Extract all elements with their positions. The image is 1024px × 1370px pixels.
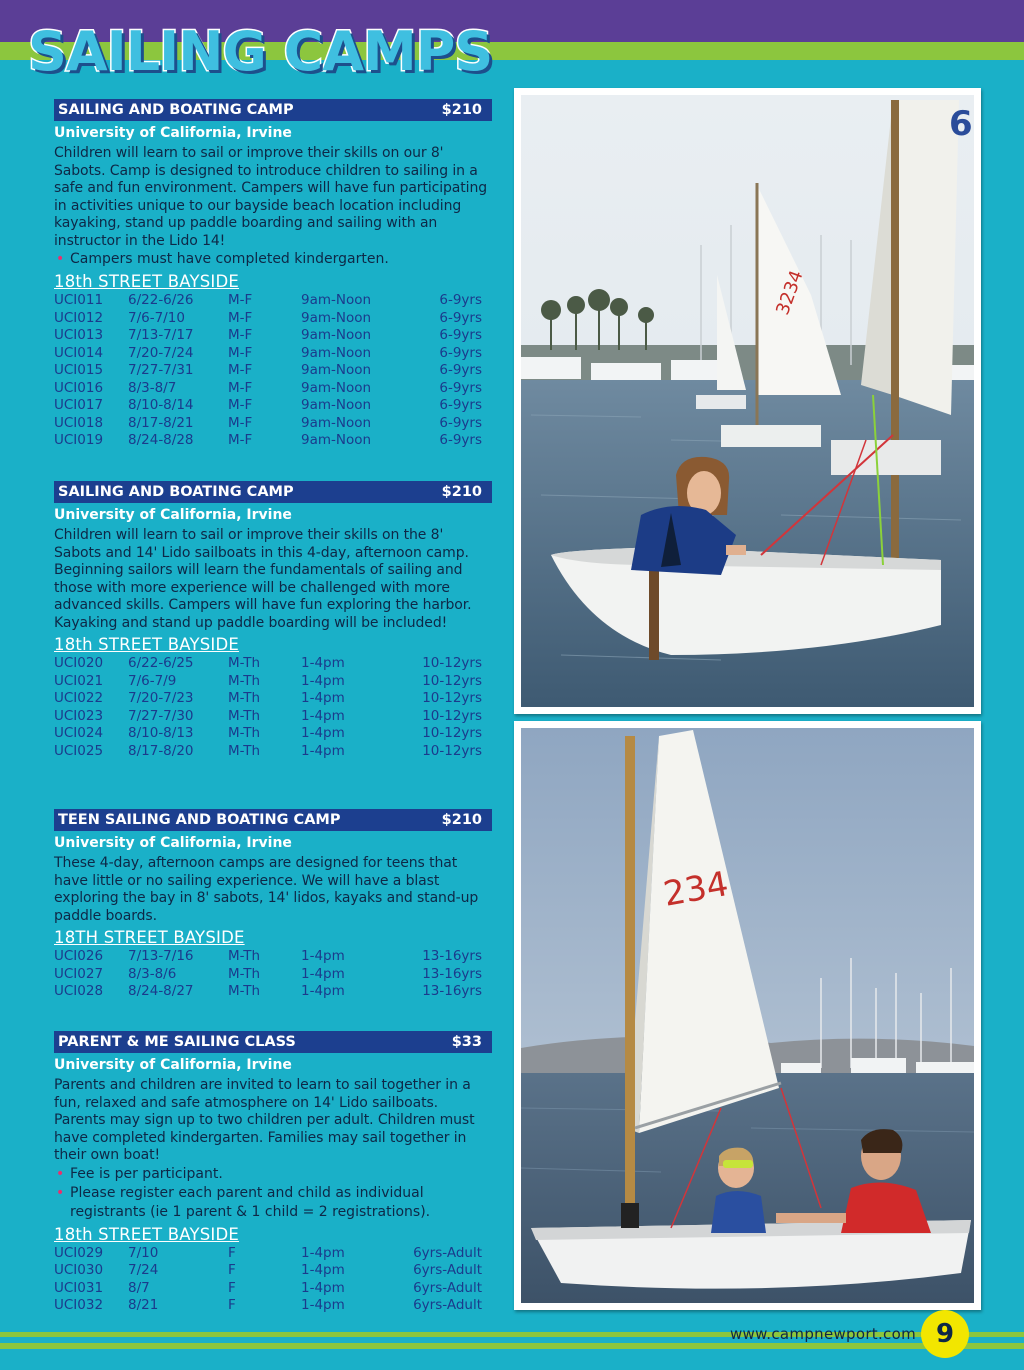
session-time: 1-4pm <box>301 1279 345 1296</box>
session-dates: 8/3-8/7 <box>128 379 177 396</box>
camp-venue: University of California, Irvine <box>54 125 292 141</box>
session-ages: 6-9yrs <box>439 292 482 308</box>
session-days: M-Th <box>228 690 261 706</box>
session-ages: 6-9yrs <box>439 432 482 448</box>
session-code: UCI031 <box>54 1279 104 1296</box>
session-code: UCI028 <box>54 983 104 999</box>
session-dates: 8/10-8/14 <box>128 397 194 413</box>
session-time: 1-4pm <box>301 965 345 982</box>
session-ages: 13-16yrs <box>422 983 482 999</box>
camp-price: $210 <box>441 484 482 500</box>
session-dates: 8/17-8/21 <box>128 414 194 431</box>
session-time: 9am-Noon <box>301 309 372 326</box>
session-row <box>54 690 492 708</box>
session-days: M-F <box>228 344 253 361</box>
camp-section-sailing-boating-morning <box>54 99 492 450</box>
camp-venue: University of California, Irvine <box>54 835 292 851</box>
session-time: 1-4pm <box>301 948 345 964</box>
session-ages: 6yrs-Adult <box>413 1297 482 1313</box>
session-dates: 7/27-7/31 <box>128 362 194 378</box>
session-row <box>54 1280 492 1298</box>
session-row <box>54 397 492 415</box>
session-code: UCI013 <box>54 327 104 343</box>
session-time: 1-4pm <box>301 707 345 724</box>
session-code: UCI029 <box>54 1244 104 1261</box>
session-table <box>54 655 492 760</box>
camp-section-sailing-boating-afternoon <box>54 481 492 760</box>
session-days: M-Th <box>228 965 261 982</box>
session-row <box>54 725 492 743</box>
session-row <box>54 983 492 1001</box>
session-time: 9am-Noon <box>301 397 372 413</box>
session-code: UCI026 <box>54 948 104 964</box>
session-days: F <box>228 1279 236 1296</box>
session-dates: 7/13-7/16 <box>128 948 194 964</box>
session-row <box>54 673 492 691</box>
session-code: UCI018 <box>54 414 104 431</box>
photo-girl-sailing-sabot <box>514 88 981 714</box>
session-dates: 7/20-7/23 <box>128 690 194 706</box>
session-row <box>54 345 492 363</box>
camp-venue: University of California, Irvine <box>54 507 292 523</box>
camp-title-bar <box>54 481 492 503</box>
session-time: 9am-Noon <box>301 414 372 431</box>
session-code: UCI011 <box>54 292 104 308</box>
session-time: 1-4pm <box>301 742 345 759</box>
sail-number-background: 3234 <box>772 267 808 318</box>
session-ages: 10-12yrs <box>422 655 482 671</box>
session-time: 1-4pm <box>301 672 345 689</box>
camp-location-link[interactable]: 18th STREET BAYSIDE <box>54 272 240 291</box>
session-dates: 7/6-7/10 <box>128 309 185 326</box>
session-ages: 6-9yrs <box>439 362 482 378</box>
session-row <box>54 327 492 345</box>
session-days: M-Th <box>228 948 261 964</box>
camp-title-bar <box>54 809 492 831</box>
page-title: SAILING CAMPS <box>28 20 493 83</box>
session-code: UCI014 <box>54 344 104 361</box>
photo-kids-sailing-illustration <box>521 728 974 1303</box>
session-days: F <box>228 1244 236 1261</box>
session-code: UCI027 <box>54 965 104 982</box>
session-row <box>54 743 492 761</box>
session-ages: 6-9yrs <box>439 309 482 326</box>
session-dates: 7/6-7/9 <box>128 672 177 689</box>
session-days: M-Th <box>228 707 261 724</box>
camp-price: $210 <box>441 102 482 118</box>
session-row <box>54 948 492 966</box>
session-ages: 6-9yrs <box>439 379 482 396</box>
session-time: 9am-Noon <box>301 432 372 448</box>
session-code: UCI019 <box>54 432 104 448</box>
camp-location-link[interactable]: 18th STREET BAYSIDE <box>54 1224 240 1244</box>
session-time: 9am-Noon <box>301 362 372 378</box>
camp-name: SAILING AND BOATING CAMP <box>58 484 294 500</box>
camp-description: Children will learn to sail or improve their skills on the 8' Sabots and 14' Lido sailboats in this 4-day, afternoon camp. Beginning sailors will learn the fundamentals of sailing and those with more experience will be challenged with more advanced skills. Campers will have fun exploring the harbor. Kayaking and stand up paddle boarding will be included! <box>54 527 472 631</box>
session-days: M-F <box>228 414 253 431</box>
session-row <box>54 380 492 398</box>
session-time: 1-4pm <box>301 1297 345 1313</box>
session-code: UCI012 <box>54 309 104 326</box>
session-row <box>54 362 492 380</box>
session-code: UCI025 <box>54 742 104 759</box>
camp-name: SAILING AND BOATING CAMP <box>58 102 294 118</box>
footer-website-link[interactable]: www.campnewport.com <box>729 1325 916 1343</box>
session-days: M-Th <box>228 725 261 741</box>
session-time: 1-4pm <box>301 983 345 999</box>
session-ages: 6yrs-Adult <box>413 1279 482 1296</box>
session-time: 1-4pm <box>301 690 345 706</box>
session-dates: 7/13-7/17 <box>128 327 194 343</box>
session-days: M-Th <box>228 983 261 999</box>
camp-title-bar <box>54 1031 492 1053</box>
session-table <box>54 1245 492 1315</box>
session-code: UCI030 <box>54 1262 104 1278</box>
session-code: UCI020 <box>54 655 104 671</box>
camp-section-parent-and-me <box>54 1031 492 1315</box>
session-code: UCI023 <box>54 707 104 724</box>
camp-note: • Campers must have completed kindergarten. <box>54 250 492 269</box>
session-ages: 10-12yrs <box>422 707 482 724</box>
session-row <box>54 1297 492 1315</box>
session-dates: 8/17-8/20 <box>128 742 194 759</box>
session-ages: 6-9yrs <box>439 327 482 343</box>
camp-description: These 4-day, afternoon camps are designed for teens that have little or no sailing experience. We will have a blast exploring the bay in 8' sabots, 14' lidos, kayaks and stand-up paddle boards. <box>54 855 479 924</box>
session-code: UCI022 <box>54 690 104 706</box>
session-row <box>54 1245 492 1263</box>
session-ages: 10-12yrs <box>422 690 482 706</box>
session-days: M-Th <box>228 742 261 759</box>
session-dates: 8/10-8/13 <box>128 725 194 741</box>
session-ages: 6yrs-Adult <box>413 1244 482 1261</box>
session-code: UCI016 <box>54 379 104 396</box>
session-row <box>54 966 492 984</box>
session-row <box>54 292 492 310</box>
session-ages: 10-12yrs <box>422 742 482 759</box>
session-days: M-F <box>228 432 253 448</box>
camp-name: TEEN SAILING AND BOATING CAMP <box>58 812 341 828</box>
session-row <box>54 655 492 673</box>
photo-kids-sailing-lido <box>514 721 981 1310</box>
photo-girl-sailing-illustration <box>521 95 974 707</box>
camp-note: • Please register each parent and child as individual registrants (ie 1 parent & 1 child = 2 registrations). <box>54 1184 492 1222</box>
session-ages: 10-12yrs <box>422 725 482 741</box>
session-row <box>54 432 492 450</box>
session-code: UCI015 <box>54 362 104 378</box>
camp-title-bar <box>54 99 492 121</box>
camp-location-link[interactable]: 18TH STREET BAYSIDE <box>54 928 245 947</box>
session-time: 1-4pm <box>301 1244 345 1261</box>
session-days: M-F <box>228 327 253 343</box>
session-dates: 6/22-6/25 <box>128 655 194 671</box>
camp-section-teen-sailing <box>54 809 492 1001</box>
camp-price: $33 <box>451 1034 482 1050</box>
session-ages: 6-9yrs <box>439 344 482 361</box>
session-code: UCI017 <box>54 397 104 413</box>
session-dates: 8/24-8/28 <box>128 432 194 448</box>
camp-note: • Fee is per participant. <box>54 1165 492 1184</box>
session-ages: 6-9yrs <box>439 397 482 413</box>
session-ages: 13-16yrs <box>422 948 482 964</box>
session-dates: 7/20-7/24 <box>128 344 194 361</box>
session-time: 9am-Noon <box>301 379 372 396</box>
session-table <box>54 948 492 1001</box>
sail-number-photo2: 234 <box>660 864 732 915</box>
footer-green-line-bottom <box>0 1343 1024 1349</box>
page-number-badge: 9 <box>921 1310 969 1358</box>
session-days: M-F <box>228 292 253 308</box>
camp-description: Children will learn to sail or improve their skills on our 8' Sabots. Camp is designed to introduce children to sailing in a safe and fun environment. Campers will have fun participating in activities unique to our bayside beach location including kayaking, stand up paddle boarding and sailing with an instructor in the Lido 14! <box>54 145 488 249</box>
session-code: UCI021 <box>54 672 104 689</box>
session-ages: 6yrs-Adult <box>413 1262 482 1278</box>
session-ages: 13-16yrs <box>422 965 482 982</box>
session-time: 1-4pm <box>301 655 345 671</box>
session-dates: 7/10 <box>128 1244 159 1261</box>
session-code: UCI024 <box>54 725 104 741</box>
sail-number-foreground: 6 <box>949 104 973 144</box>
session-code: UCI032 <box>54 1297 104 1313</box>
session-days: M-F <box>228 362 253 378</box>
session-row <box>54 708 492 726</box>
session-time: 1-4pm <box>301 725 345 741</box>
session-days: M-F <box>228 397 253 413</box>
session-time: 1-4pm <box>301 1262 345 1278</box>
session-row <box>54 310 492 328</box>
session-days: M-Th <box>228 672 261 689</box>
camp-name: PARENT & ME SAILING CLASS <box>58 1034 296 1050</box>
session-time: 9am-Noon <box>301 292 372 308</box>
session-days: F <box>228 1262 236 1278</box>
session-ages: 10-12yrs <box>422 672 482 689</box>
session-time: 9am-Noon <box>301 327 372 343</box>
camp-venue: University of California, Irvine <box>54 1057 292 1073</box>
session-dates: 7/24 <box>128 1262 159 1278</box>
session-days: F <box>228 1297 236 1313</box>
camp-price: $210 <box>441 812 482 828</box>
session-days: M-F <box>228 309 253 326</box>
camp-description: Parents and children are invited to learn to sail together in a fun, relaxed and safe atmosphere on 14' Lido sailboats. Parents may sign up to two children per adult. Children must have completed kindergarten. Families may sail together in their own boat! <box>54 1077 475 1163</box>
session-row <box>54 415 492 433</box>
session-time: 9am-Noon <box>301 344 372 361</box>
session-dates: 8/24-8/27 <box>128 983 194 999</box>
session-table <box>54 292 492 450</box>
session-ages: 6-9yrs <box>439 414 482 431</box>
session-days: M-F <box>228 379 253 396</box>
session-dates: 6/22-6/26 <box>128 292 194 308</box>
session-dates: 8/21 <box>128 1297 159 1313</box>
session-row <box>54 1262 492 1280</box>
session-dates: 8/3-8/6 <box>128 965 177 982</box>
session-dates: 7/27-7/30 <box>128 707 194 724</box>
session-days: M-Th <box>228 655 261 671</box>
session-dates: 8/7 <box>128 1279 150 1296</box>
camp-location-link[interactable]: 18th STREET BAYSIDE <box>54 635 240 654</box>
